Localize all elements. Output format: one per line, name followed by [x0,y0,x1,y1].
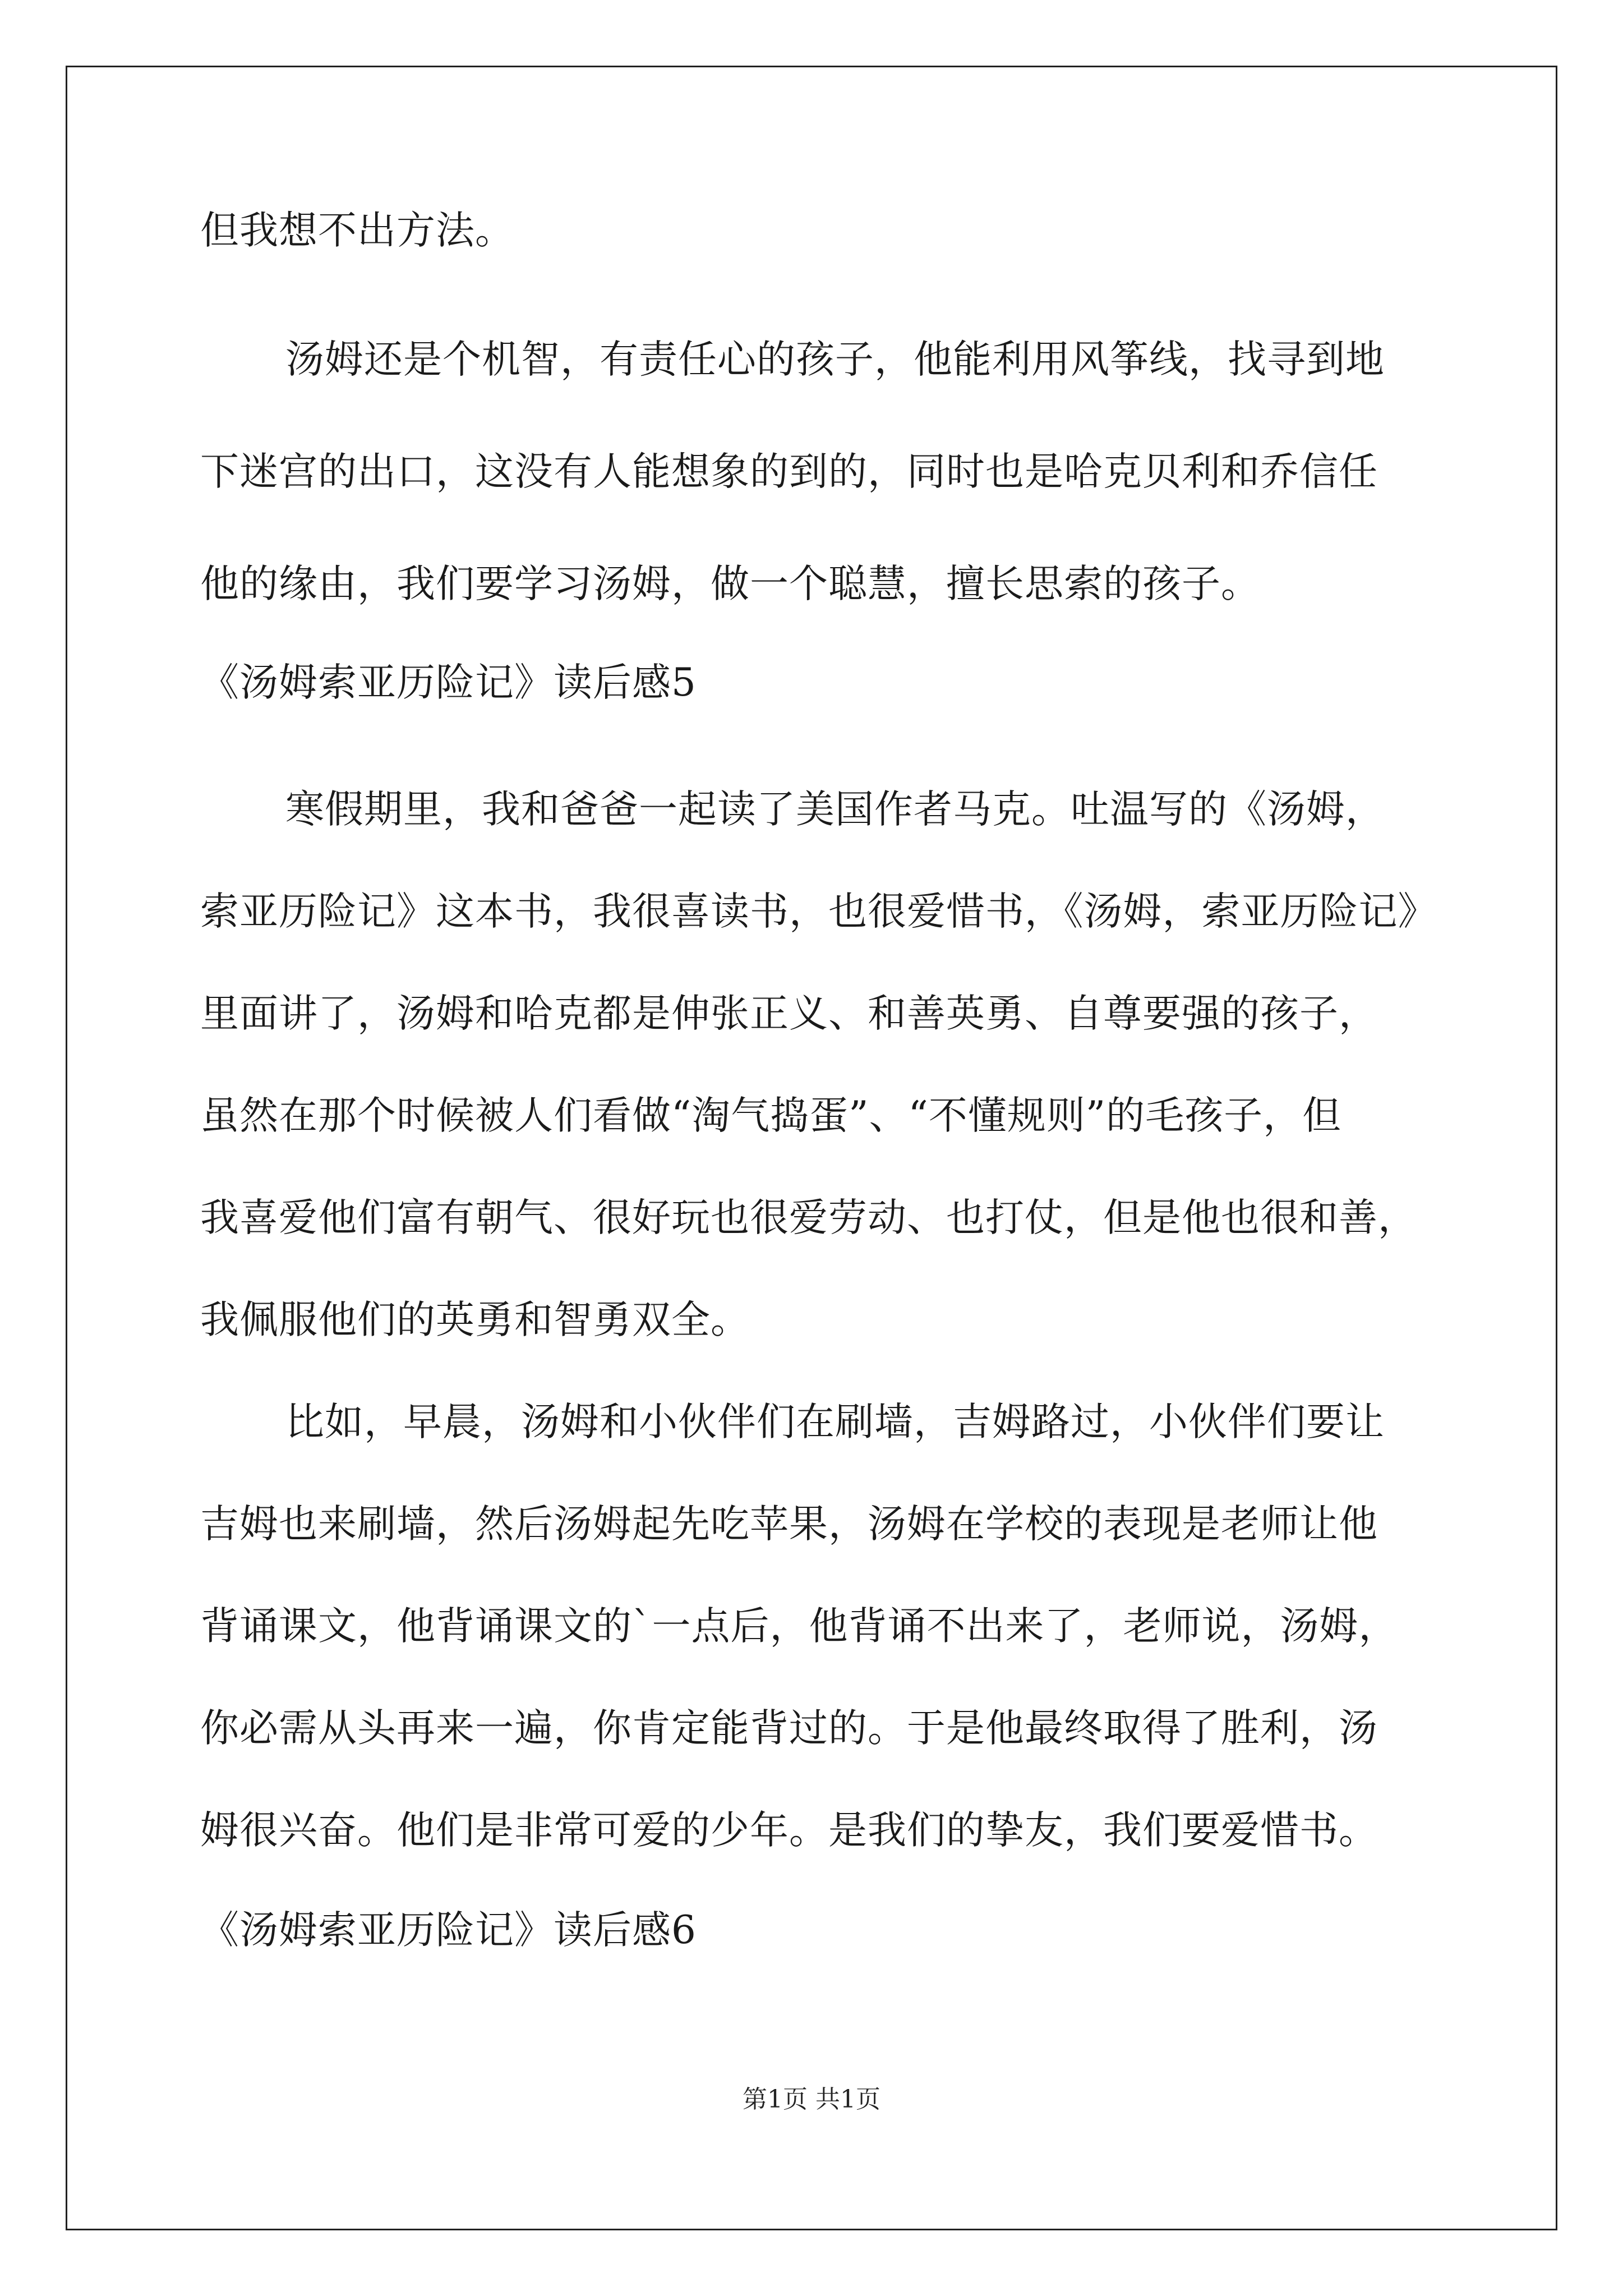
text-line: 索亚历险记》这本书，我很喜读书，也很爱惜书，《汤姆，索亚历险记》 [200,889,1437,934]
text-line: 里面讲了，汤姆和哈克都是伸张正义、和善英勇、自尊要强的孩子， [200,991,1378,1036]
section-heading: 《汤姆索亚历险记》读后感5 [200,660,697,705]
page-number-footer: 第1页 共1页 [743,2085,880,2114]
text-line: 我喜爱他们富有朝气、很好玩也很爱劳动、也打仗，但是他也很和善， [200,1195,1417,1240]
text-line: 汤姆还是个机智，有责任心的孩子，他能利用风筝线，找寻到地 [285,337,1385,382]
text-line: 但我想不出方法。 [200,208,514,253]
text-line: 背诵课文，他背诵课文的`一点后，他背诵不出来了，老师说，汤姆， [200,1604,1398,1649]
text-line: 吉姆也来刷墙，然后汤姆起先吃苹果，汤姆在学校的表现是老师让他 [200,1502,1378,1547]
text-line: 下迷宫的出口，这没有人能想象的到的，同时也是哈克贝利和乔信任 [200,449,1378,494]
text-line: 姆很兴奋。他们是非常可爱的少年。是我们的挚友，我们要爱惜书。 [200,1808,1378,1853]
text-line: 寒假期里，我和爸爸一起读了美国作者马克。吐温写的《汤姆， [285,787,1385,832]
text-line: 虽然在那个时候被人们看做“淘气捣蛋”、“不懂规则”的毛孩子，但 [200,1093,1342,1138]
section-heading: 《汤姆索亚历险记》读后感6 [200,1908,697,1953]
text-line: 他的缘由，我们要学习汤姆，做一个聪慧，擅长思索的孩子。 [200,562,1260,606]
text-line: 比如，早晨，汤姆和小伙伴们在刷墙，吉姆路过，小伙伴们要让 [285,1400,1385,1444]
text-line: 你必需从头再来一遍，你肯定能背过的。于是他最终取得了胜利，汤 [200,1706,1378,1751]
text-line: 我佩服他们的英勇和智勇双全。 [200,1297,750,1342]
